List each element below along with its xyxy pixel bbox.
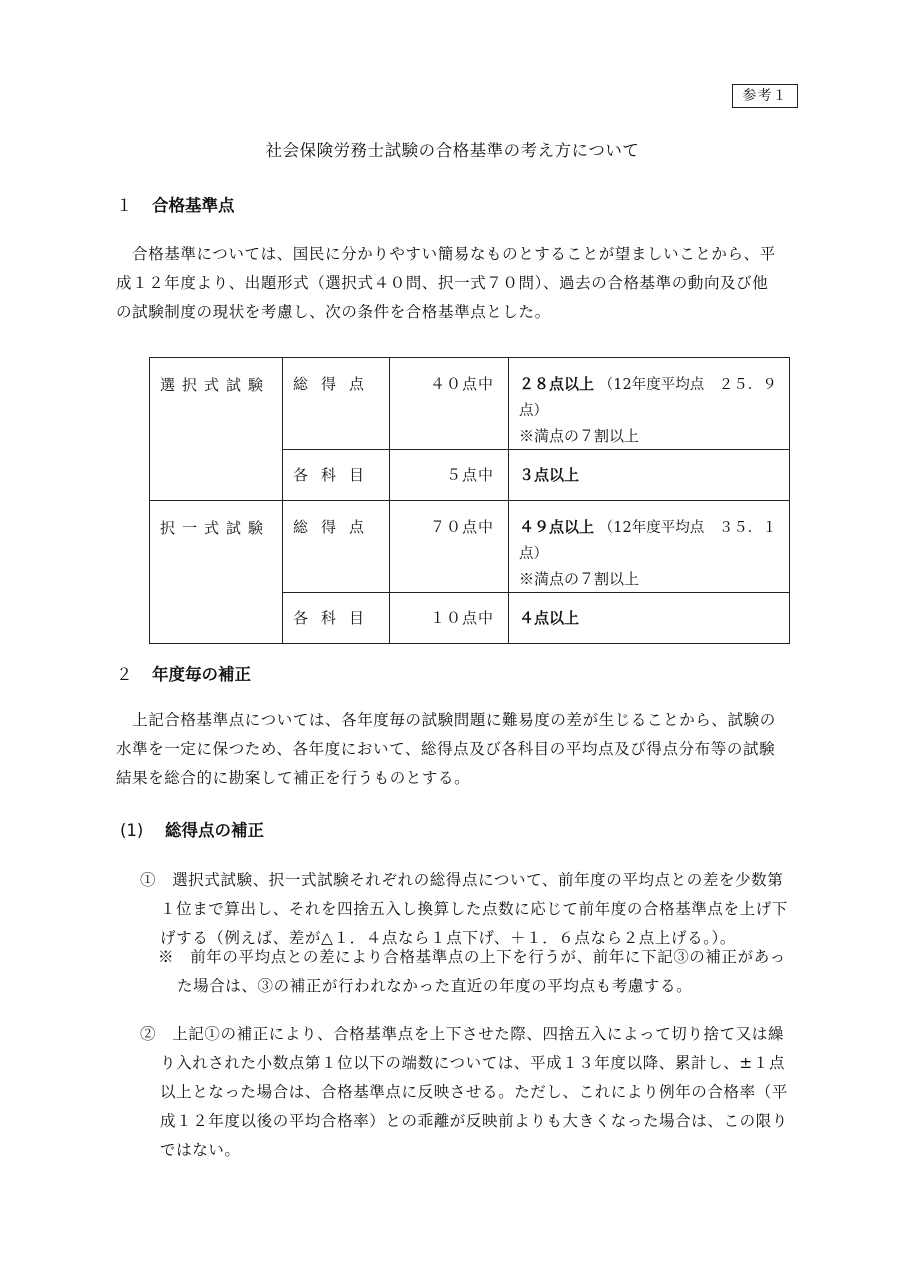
section1-heading xyxy=(116,192,235,216)
item-cell: 総得点 xyxy=(293,518,378,536)
paragraph-line: ではない。 xyxy=(160,1141,241,1159)
item-cell: 各科目 xyxy=(293,466,378,484)
reference-label: 参考１ xyxy=(732,84,798,108)
category-cell: 択一式試験 xyxy=(150,501,283,644)
paragraph-line: 上記合格基準点については、各年度毎の試験問題に難易度の差が生じることから、試験の xyxy=(116,711,776,729)
section2-title: 年度毎の補正 xyxy=(152,665,251,684)
paragraph-line: げする（例えば、差が△１．４点なら１点下げ、＋１．６点なら２点上げる。）。 xyxy=(160,929,737,947)
criterion-subnote: ※満点の７割以上 xyxy=(519,427,640,445)
subsection1-number: (1) xyxy=(120,821,144,840)
section1-title: 合格基準点 xyxy=(152,196,235,215)
points-cell: ５点中 xyxy=(445,466,494,484)
paragraph-line: ② 上記①の補正により、合格基準点を上下させた際、四捨五入によって切り捨て又は繰 xyxy=(140,1025,785,1043)
average-note: （12年度平均点 ３５．１点） xyxy=(519,520,777,562)
section1-number: １ xyxy=(116,196,133,215)
section1-paragraph xyxy=(116,240,806,327)
item1-block xyxy=(140,866,806,953)
criterion-subnote: ※満点の７割以上 xyxy=(519,570,640,588)
criteria-table xyxy=(149,357,790,644)
subsection1-heading xyxy=(120,817,264,841)
subsection1-title: 総得点の補正 xyxy=(165,821,264,840)
section2-number: ２ xyxy=(116,665,133,684)
paragraph-line: 結果を総合的に勘案して補正を行うものとする。 xyxy=(116,769,471,787)
table-row xyxy=(150,501,790,593)
item-cell: 総得点 xyxy=(293,375,378,393)
paragraph-line: ※ 前年の平均点との差により合格基準点の上下を行うが、前年に下記③の補正があっ xyxy=(158,948,786,966)
paragraph-line: １位まで算出し、それを四捨五入し換算した点数に応じて前年度の合格基準点を上げ下 xyxy=(160,900,788,918)
criterion-value: ２８点以上 xyxy=(519,375,595,393)
criterion-cell xyxy=(509,358,790,450)
points-cell: １０点中 xyxy=(429,609,494,627)
section2-heading xyxy=(116,661,251,685)
average-note: （12年度平均点 ２５．９点） xyxy=(519,377,777,419)
note-block xyxy=(158,943,806,1001)
points-cell: ４０点中 xyxy=(429,375,494,393)
document-title: 社会保険労務士試験の合格基準の考え方について xyxy=(265,141,640,160)
item-cell: 各科目 xyxy=(293,609,378,627)
paragraph-line: ① 選択式試験、択一式試験それぞれの総得点について、前年度の平均点との差を少数第 xyxy=(140,871,784,889)
category-cell: 選択式試験 xyxy=(150,358,283,501)
paragraph-line: の試験制度の現状を考慮し、次の条件を合格基準点とした。 xyxy=(116,303,551,321)
paragraph-line: 成１２年度以後の平均合格率）との乖離が反映前よりも大きくなった場合は、この限り xyxy=(160,1112,788,1130)
paragraph-line: 水準を一定に保つため、各年度において、総得点及び各科目の平均点及び得点分布等の試験 xyxy=(116,740,776,758)
paragraph-line: 合格基準については、国民に分かりやすい簡易なものとすることが望ましいことから、平 xyxy=(116,245,776,263)
paragraph-line: 成１２年度より、出題形式（選択式４０問、択一式７０問）、過去の合格基準の動向及び他 xyxy=(116,274,769,292)
paragraph-line: た場合は、③の補正が行われなかった直近の年度の平均点も考慮する。 xyxy=(177,977,693,995)
table-row xyxy=(150,358,790,450)
paragraph-line: 以上となった場合は、合格基準点に反映させる。ただし、これにより例年の合格率（平 xyxy=(160,1083,788,1101)
points-cell: ７０点中 xyxy=(429,518,494,536)
paragraph-line: り入れされた小数点第１位以下の端数については、平成１３年度以降、累計し、±１点 xyxy=(160,1054,786,1072)
criterion-value: ４点以上 xyxy=(519,609,580,627)
criterion-value: ３点以上 xyxy=(519,466,580,484)
section2-paragraph xyxy=(116,706,806,793)
item2-block xyxy=(140,1020,806,1165)
criterion-cell xyxy=(509,501,790,593)
criterion-value: ４９点以上 xyxy=(519,518,595,536)
